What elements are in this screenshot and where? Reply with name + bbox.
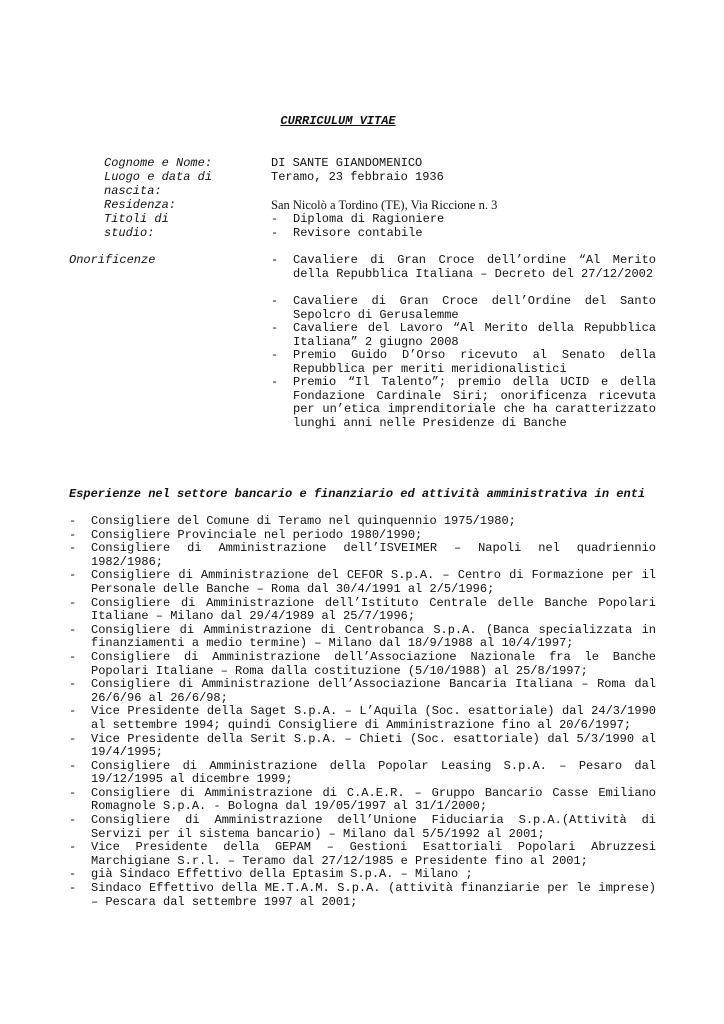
studies-label-line2: studio:: [104, 226, 155, 240]
list-dash: -: [69, 813, 77, 828]
list-dash: -: [69, 595, 77, 610]
list-item-text: Consigliere di Amministrazione dell’Associazione Bancaria Italiana – Roma dal 26/6/96 al 26/6/98;: [91, 677, 656, 705]
honor-item: Premio Guido D’Orso ricevuto al Senato della Repubblica per meriti meridionalistici: [293, 348, 656, 376]
list-item-text: Consigliere del Comune di Teramo nel quinquennio 1975/1980;: [91, 514, 516, 528]
list-item-text: Vice Presidente della Saget S.p.A. – L’Aquila (Soc. esattoriale) dal 24/3/1990 al settembre 1994; quindi Consigliere di Amministrazione fino al 20/6/1997;: [91, 704, 656, 732]
honor-bullet: -: [271, 253, 279, 267]
list-item-text: Consigliere di Amministrazione di C.A.E.R. – Gruppo Bancario Casse Emiliano Romagnole S.p.A. - Bologna dal 19/05/1997 al 31/1/2000;: [91, 785, 656, 814]
list-item-text: Vice Presidente della Serit S.p.A. – Chieti (Soc. esattoriale) dal 5/3/1990 al 19/4/1995;: [91, 731, 656, 760]
list-item: [69, 868, 656, 882]
honor-bullet: -: [271, 321, 279, 335]
page-title: CURRICULUM VITAE: [280, 114, 396, 128]
list-item: [69, 814, 656, 841]
list-dash: -: [69, 867, 77, 882]
list-item: [69, 597, 656, 624]
list-item-text: Consigliere di Amministrazione di Centrobanca S.p.A. (Banca specializzata in finanziamenti a medio termine) – Milano dal 18/9/1988 al 10/4/1997;: [91, 622, 656, 651]
list-item: [69, 705, 656, 732]
list-item: [69, 841, 656, 868]
list-item: [69, 542, 656, 569]
studies-label-line1: Titoli di: [104, 212, 169, 226]
list-dash: -: [69, 541, 77, 556]
residence-label: Residenza:: [104, 198, 177, 212]
list-item-text: Consigliere di Amministrazione dell’Istituto Centrale delle Banche Popolari Italiane – Milano dal 29/4/1989 al 25/7/1996;: [91, 595, 656, 624]
honor-bullet: -: [271, 348, 279, 362]
list-item: [69, 624, 656, 651]
birth-label-line2: nascita:: [104, 184, 162, 198]
honor-item: Cavaliere di Gran Croce dell’Ordine del Santo Sepolcro di Gerusalemme: [293, 294, 656, 322]
honors-label: Onorificenze: [69, 253, 156, 267]
studies-bullet: -: [271, 226, 279, 240]
list-dash: -: [69, 881, 77, 896]
honor-item: Cavaliere del Lavoro “Al Merito della Repubblica Italiana” 2 giugno 2008: [293, 321, 656, 349]
list-item: [69, 733, 656, 760]
list-item: [69, 787, 656, 814]
list-item-text: Consigliere Provinciale nel periodo 1980/1990;: [91, 527, 423, 542]
residence-value: San Nicolò a Tordino (TE), Via Riccione n. 3: [271, 198, 498, 212]
list-dash: -: [69, 704, 77, 719]
list-item-text: Vice Presidente della GEPAM – Gestioni Esattoriali Popolari Abruzzesi Marchigiane S.r.l. – Teramo dal 27/12/1985 e Presidente fino al 2001;: [91, 840, 656, 868]
list-dash: -: [69, 731, 77, 746]
honor-item: Cavaliere di Gran Croce dell’ordine “Al Merito della Repubblica Italiana – Decreto del 27/12/2002: [293, 253, 656, 281]
list-item-text: Consigliere di Amministrazione dell’Unione Fiduciaria S.p.A.(Attività di Servizi per il sistema bancario) – Milano dal 5/5/1992 al 2001;: [91, 813, 656, 841]
list-item-text: Consigliere di Amministrazione dell’Associazione Nazionale fra le Banche Popolari Italiane – Roma dalla costituzione (5/10/1988) al 25/8/1997;: [91, 649, 656, 678]
list-item: [69, 569, 656, 596]
birth-value: Teramo, 23 febbraio 1936: [271, 170, 444, 184]
list-item-text: Consigliere di Amministrazione della Popolar Leasing S.p.A. – Pesaro dal 19/12/1995 al dicembre 1999;: [91, 758, 656, 787]
list-item-text: Consigliere di Amministrazione dell’ISVEIMER – Napoli nel quadriennio 1982/1986;: [91, 541, 656, 569]
list-dash: -: [69, 514, 77, 528]
experience-heading: Esperienze nel settore bancario e finanziario ed attività amministrativa in enti: [69, 487, 646, 501]
list-item: [69, 651, 656, 678]
list-dash: -: [69, 622, 77, 637]
list-dash: -: [69, 840, 77, 855]
honor-bullet: -: [271, 294, 279, 308]
list-item: [69, 760, 656, 787]
honor-bullet: -: [271, 375, 279, 389]
list-item-text: già Sindaco Effettivo della Eptasim S.p.A. – Milano ;: [91, 867, 473, 882]
list-dash: -: [69, 785, 77, 800]
honor-item: Premio “Il Talento”; premio della UCID e della Fondazione Cardinale Siri; onorificenza ricevuta per un’etica imprenditoriale che ha caratterizzato lunghi anni nelle Presidenze di Banche: [293, 375, 656, 430]
study-item: Revisore contabile: [293, 226, 423, 240]
name-label: Cognome e Nome:: [104, 156, 213, 170]
list-item: [69, 882, 656, 909]
list-dash: -: [69, 677, 77, 692]
list-item-text: Sindaco Effettivo della ME.T.A.M. S.p.A. (attività finanziarie per le imprese) – Pescara dal settembre 1997 al 2001;: [91, 881, 656, 909]
list-dash: -: [69, 527, 77, 542]
studies-bullet: -: [271, 212, 279, 226]
list-dash: -: [69, 649, 77, 664]
list-dash: -: [69, 568, 77, 583]
experience-list: [69, 515, 656, 909]
study-item: Diploma di Ragioniere: [293, 212, 445, 226]
list-dash: -: [69, 758, 77, 773]
name-value: DI SANTE GIANDOMENICO: [271, 156, 423, 170]
birth-label-line1: Luogo e data di: [104, 170, 213, 184]
list-item-text: Consigliere di Amministrazione del CEFOR S.p.A. – Centro di Formazione per il Personale delle Banche – Roma dal 30/4/1991 al 2/5/1996;: [91, 568, 656, 596]
list-item: [69, 515, 656, 529]
list-item: [69, 678, 656, 705]
list-item: [69, 529, 656, 543]
